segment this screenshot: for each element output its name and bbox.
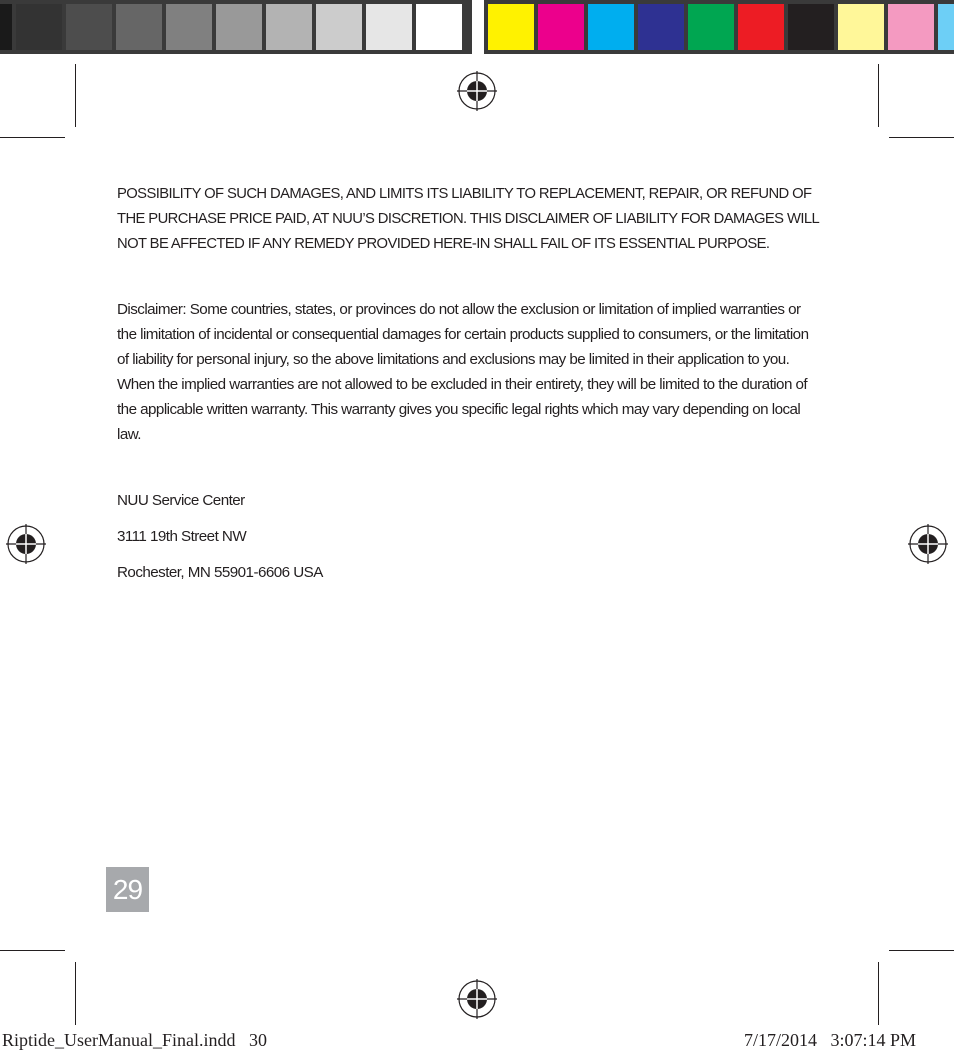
liability-paragraph: POSSIBILITY OF SUCH DAMAGES, AND LIMITS ITS LIABILITY TO REPLACEMENT, REPAIR, OR REFUND OF THE PURCHASE PRICE PAID, AT NUU’S DISCRETION. THIS DISCLAIMER OF LIABILITY FOR DAMAGES WILL NOT BE AFFECTED IF ANY REMEDY PROVIDED HERE-IN SHALL FAIL OF ITS ESSENTIAL PURPOSE. — [117, 186, 819, 252]
address-line-city: Rochester, MN 55901-6606 USA — [117, 564, 323, 581]
color-swatch — [788, 4, 834, 50]
crop-mark-bottom-left-vertical — [75, 962, 76, 1025]
grayscale-color-bar — [0, 0, 472, 54]
address-line-name: NUU Service Center — [117, 492, 245, 509]
registration-mark-icon — [455, 977, 499, 1021]
disclaimer-paragraph: Disclaimer: Some countries, states, or provinces do not allow the exclusion or limitation of implied warranties or the limitation of incidental or consequential damages for certain products supplied to consumers, or the limitation of liability for personal injury, so the above limitations and exclusions may be limited in their application to you. When the implied warranties are not allowed to be excluded in their entirety, they will be limited to the duration of the applicable written warranty. This warranty gives you specific legal rights which may vary depending on local law. — [117, 301, 809, 443]
color-swatch — [0, 4, 12, 50]
color-swatch — [266, 4, 312, 50]
crop-mark-bottom-right-vertical — [878, 962, 879, 1025]
color-swatch — [738, 4, 784, 50]
color-swatch — [316, 4, 362, 50]
slug-filename: Riptide_UserManual_Final.indd 30 — [2, 1030, 267, 1050]
color-swatch — [488, 4, 534, 50]
color-swatch — [216, 4, 262, 50]
color-swatch — [16, 4, 62, 50]
document-body — [117, 182, 822, 583]
slug-datetime: 7/17/2014 3:07:14 PM — [743, 1030, 916, 1050]
color-swatch — [838, 4, 884, 50]
crop-mark-top-left-horizontal — [0, 137, 65, 138]
color-swatch — [538, 4, 584, 50]
address-line-street: 3111 19th Street NW — [117, 528, 247, 545]
registration-mark-icon — [455, 69, 499, 113]
color-swatch — [66, 4, 112, 50]
color-swatch — [688, 4, 734, 50]
page-number: 29 — [106, 867, 149, 912]
crop-mark-top-right-vertical — [878, 64, 879, 127]
color-swatch — [938, 4, 954, 50]
process-color-bar — [484, 0, 954, 54]
registration-mark-icon — [906, 522, 950, 566]
color-swatch — [366, 4, 412, 50]
color-swatch — [416, 4, 462, 50]
color-swatch — [166, 4, 212, 50]
crop-mark-top-right-horizontal — [889, 137, 954, 138]
color-swatch — [116, 4, 162, 50]
crop-mark-top-left-vertical — [75, 64, 76, 127]
color-swatch — [588, 4, 634, 50]
color-swatch — [638, 4, 684, 50]
color-swatch — [888, 4, 934, 50]
crop-mark-bottom-right-horizontal — [889, 950, 954, 951]
registration-mark-icon — [4, 522, 48, 566]
crop-mark-bottom-left-horizontal — [0, 950, 65, 951]
